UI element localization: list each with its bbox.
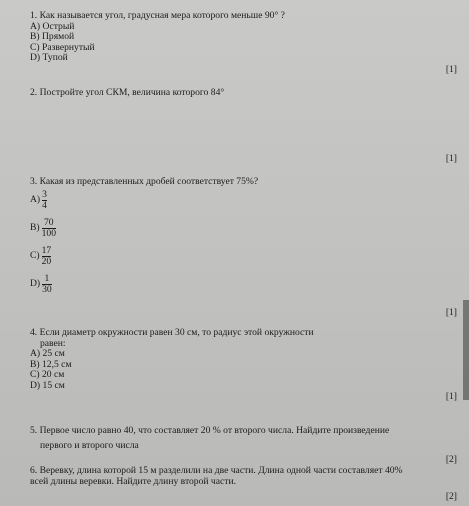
page-edge-shadow (463, 300, 469, 400)
question-4-stem: 4. Если диаметр окружности равен 30 см, то радиус этой окружности (30, 327, 314, 338)
fraction-numerator: 70 (43, 217, 54, 229)
fraction-numerator: 1 (44, 273, 50, 285)
question-3-option-d (30, 274, 455, 296)
question-1-option-a: A) Острый (30, 20, 75, 32)
question-3-option-c (30, 246, 455, 268)
question-3-option-c-letter: C) (30, 250, 40, 262)
question-1-mark: [1] (445, 64, 457, 75)
question-3-option-a-fraction (42, 190, 47, 211)
question-3-option-b-letter: B) (30, 222, 40, 234)
question-4-option-d: D) 15 см (30, 379, 65, 391)
question-4-option-a: A) 25 см (30, 348, 65, 360)
question-1-option-b: B) Прямой (30, 31, 75, 43)
fraction-denominator: 30 (42, 284, 52, 296)
question-3-option-c-fraction (42, 246, 52, 267)
question-3 (30, 177, 455, 296)
question-4-mark: [1] (445, 391, 457, 402)
question-6 (30, 466, 455, 487)
question-1-stem: 1. Как называется угол, градусная мера которого меньше 90° ? (30, 10, 285, 21)
question-5 (30, 426, 455, 451)
question-3-stem: 3. Какая из представленных дробей соответствует 75%? (30, 176, 259, 187)
question-3-option-a-letter: A) (30, 194, 41, 206)
fraction-denominator: 100 (41, 228, 56, 240)
question-3-option-a (30, 190, 455, 212)
question-3-option-d-letter: D) (30, 278, 41, 290)
question-6-stem: 6. Веревку, длина которой 15 м разделили на две части. Длина одной части составляет 40% (30, 465, 403, 476)
question-4-stem-cont: равен: (40, 337, 66, 349)
question-3-option-b (30, 218, 455, 240)
question-4-option-c: C) 20 см (30, 369, 65, 381)
question-1-option-c: C) Развернутый (30, 41, 95, 53)
question-5-mark: [2] (445, 454, 457, 465)
question-1-option-d: D) Тупой (30, 52, 68, 64)
question-1 (30, 11, 455, 64)
question-5-stem-cont: первого и второго числа (40, 439, 139, 451)
question-2-stem: 2. Постройте угол СКМ, величина которого 84° (30, 87, 225, 98)
question-4-option-b: B) 12,5 см (30, 358, 72, 370)
question-6-stem-cont: всей длины веревки. Найдите длину второй части. (30, 475, 236, 487)
fraction-denominator: 20 (41, 256, 52, 268)
question-3-option-b-fraction (42, 218, 56, 239)
question-2 (30, 88, 455, 99)
question-4 (30, 328, 455, 392)
fraction-numerator: 17 (41, 245, 52, 257)
question-5-stem: 5. Первое число равно 40, что составляет 20 % от второго числа. Найдите произведение (30, 425, 390, 436)
question-3-option-d-fraction (42, 274, 52, 295)
fraction-denominator: 4 (42, 200, 47, 212)
question-3-mark: [1] (445, 307, 457, 318)
question-6-mark: [2] (445, 491, 457, 502)
fraction-numerator: 3 (42, 189, 47, 201)
question-2-mark: [1] (445, 153, 457, 164)
